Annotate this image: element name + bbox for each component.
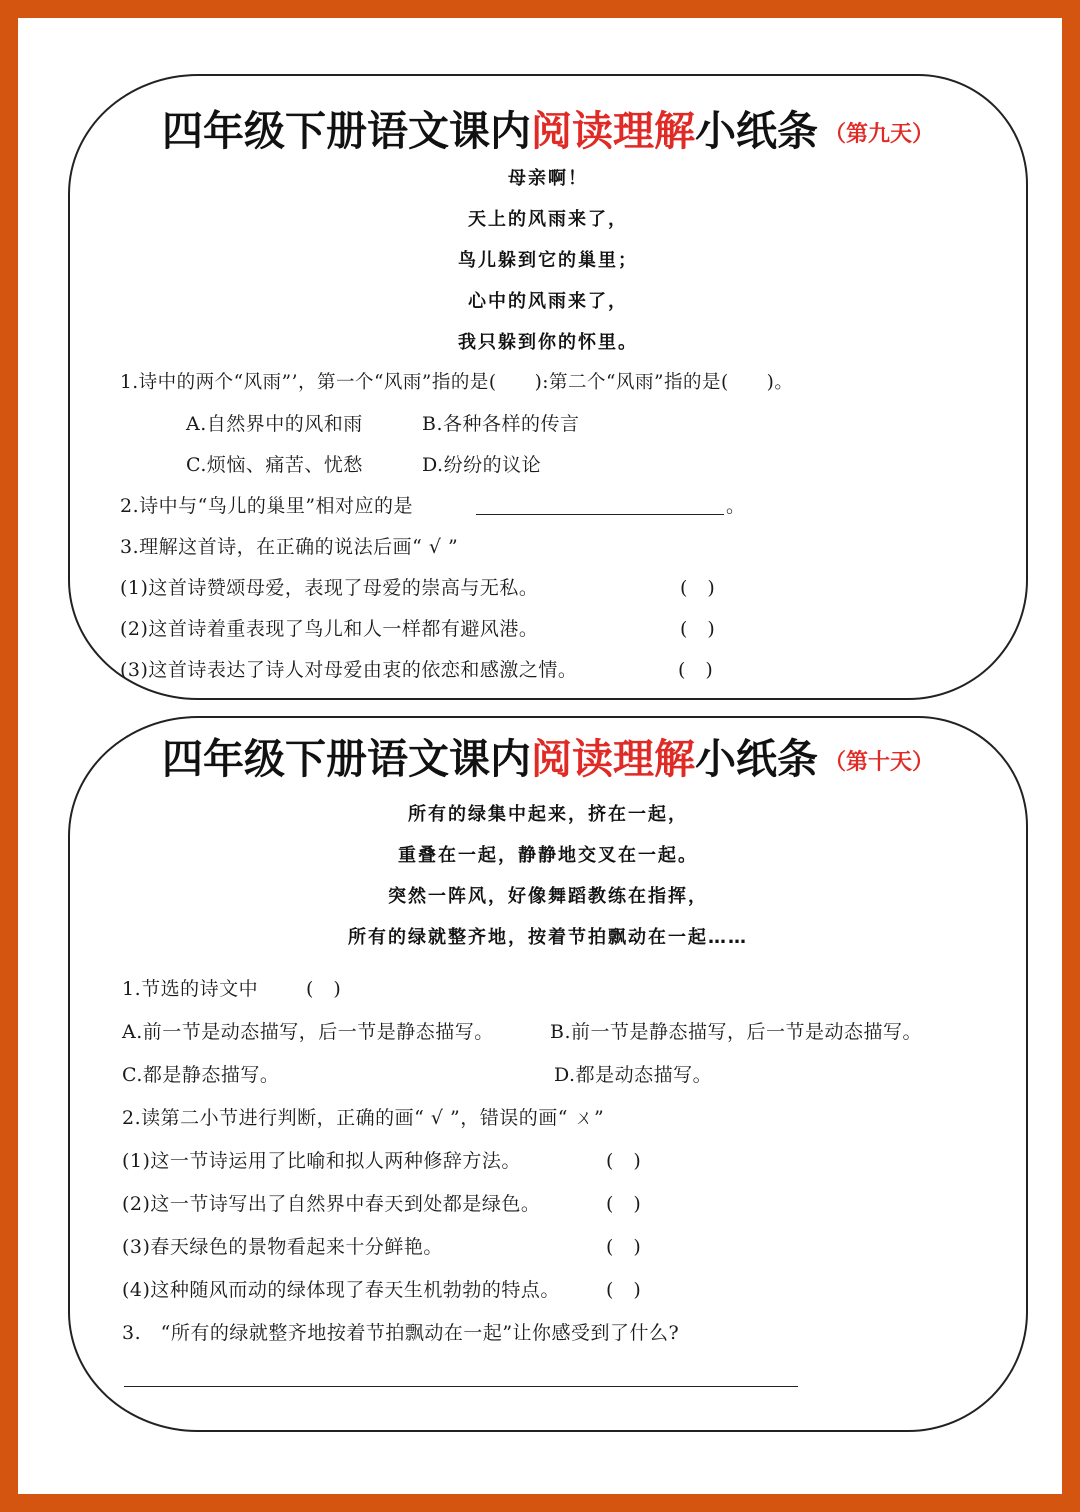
answer-paren[interactable]: ( ) (680, 577, 716, 599)
card-title (162, 726, 934, 785)
answer-paren[interactable]: ( ) (606, 1279, 642, 1301)
question-2: 2.读第二小节进行判断，正确的画“ √ ”，错误的画“ ㄨ” (122, 1107, 605, 1129)
question-2: 2.诗中与“鸟儿的巢里”相对应的是 (120, 495, 414, 517)
card-title (162, 98, 934, 157)
poem-line: 突然一阵风，好像舞蹈教练在指挥， (388, 886, 708, 907)
question-1: 1.节选的诗文中 (122, 978, 259, 1000)
option-b: B.前一节是静态描写，后一节是动态描写。 (550, 1021, 923, 1043)
answer-paren[interactable]: ( ) (306, 978, 342, 1000)
poem-line: 心中的风雨来了， (468, 291, 628, 312)
question-2-end: 。 (726, 495, 746, 517)
title-highlight: 阅读理解 (531, 735, 695, 783)
poem-line: 我只躲到你的怀里。 (458, 332, 638, 353)
option-c: C.都是静态描写。 (122, 1064, 280, 1086)
answer-paren[interactable]: ( ) (678, 659, 714, 681)
statement-item: (2)这一节诗写出了自然界中春天到处都是绿色。 (122, 1193, 541, 1215)
option-c: C.烦恼、痛苦、忧愁 (186, 454, 363, 476)
reading-card-day10 (68, 716, 1028, 1432)
statement-item: (1)这一节诗运用了比喻和拟人两种修辞方法。 (122, 1150, 521, 1172)
question-1: 1.诗中的两个“风雨”’，第一个“风雨”指的是( ):第二个“风雨”指的是( )。 (120, 372, 794, 393)
statement-item: (3)这首诗表达了诗人对母爱由衷的依恋和感激之情。 (120, 659, 578, 681)
title-main: 四年级下册语文课内 (162, 107, 531, 155)
answer-blank[interactable] (476, 514, 724, 515)
reading-card-day9 (68, 74, 1028, 700)
option-a: A.自然界中的风和雨 (186, 413, 363, 435)
answer-line[interactable] (124, 1386, 798, 1387)
title-day: （第十天） (824, 750, 935, 775)
answer-paren[interactable]: ( ) (606, 1193, 642, 1215)
answer-paren[interactable]: ( ) (606, 1236, 642, 1258)
option-d: D.都是动态描写。 (554, 1064, 713, 1086)
title-day: （第九天） (824, 122, 935, 147)
title-tail: 小纸条 (695, 107, 818, 155)
title-main: 四年级下册语文课内 (162, 735, 531, 783)
answer-paren[interactable]: ( ) (680, 618, 716, 640)
poem-line: 鸟儿躲到它的巢里； (458, 250, 638, 271)
statement-item: (4)这种随风而动的绿体现了春天生机勃勃的特点。 (122, 1279, 560, 1301)
option-b: B.各种各样的传言 (422, 413, 580, 435)
statement-item: (3)春天绿色的景物看起来十分鲜艳。 (122, 1236, 443, 1258)
poem-line: 所有的绿就整齐地，按着节拍飘动在一起…… (348, 927, 748, 948)
question-3: 3.理解这首诗，在正确的说法后画“ √ ” (120, 536, 459, 558)
question-3: 3. “所有的绿就整齐地按着节拍飘动在一起”让你感受到了什么? (122, 1322, 680, 1344)
option-a: A.前一节是动态描写，后一节是静态描写。 (122, 1021, 494, 1043)
poem-line: 母亲啊！ (508, 168, 588, 189)
statement-item: (1)这首诗赞颂母爱，表现了母爱的崇高与无私。 (120, 577, 539, 599)
statement-item: (2)这首诗着重表现了鸟儿和人一样都有避风港。 (120, 618, 539, 640)
worksheet-page (18, 18, 1062, 1494)
poem-line: 所有的绿集中起来，挤在一起， (408, 804, 688, 825)
title-highlight: 阅读理解 (531, 107, 695, 155)
poem-line: 天上的风雨来了， (468, 209, 628, 230)
title-tail: 小纸条 (695, 735, 818, 783)
answer-paren[interactable]: ( ) (606, 1150, 642, 1172)
option-d: D.纷纷的议论 (422, 454, 542, 476)
poem-line: 重叠在一起，静静地交叉在一起。 (398, 845, 698, 866)
